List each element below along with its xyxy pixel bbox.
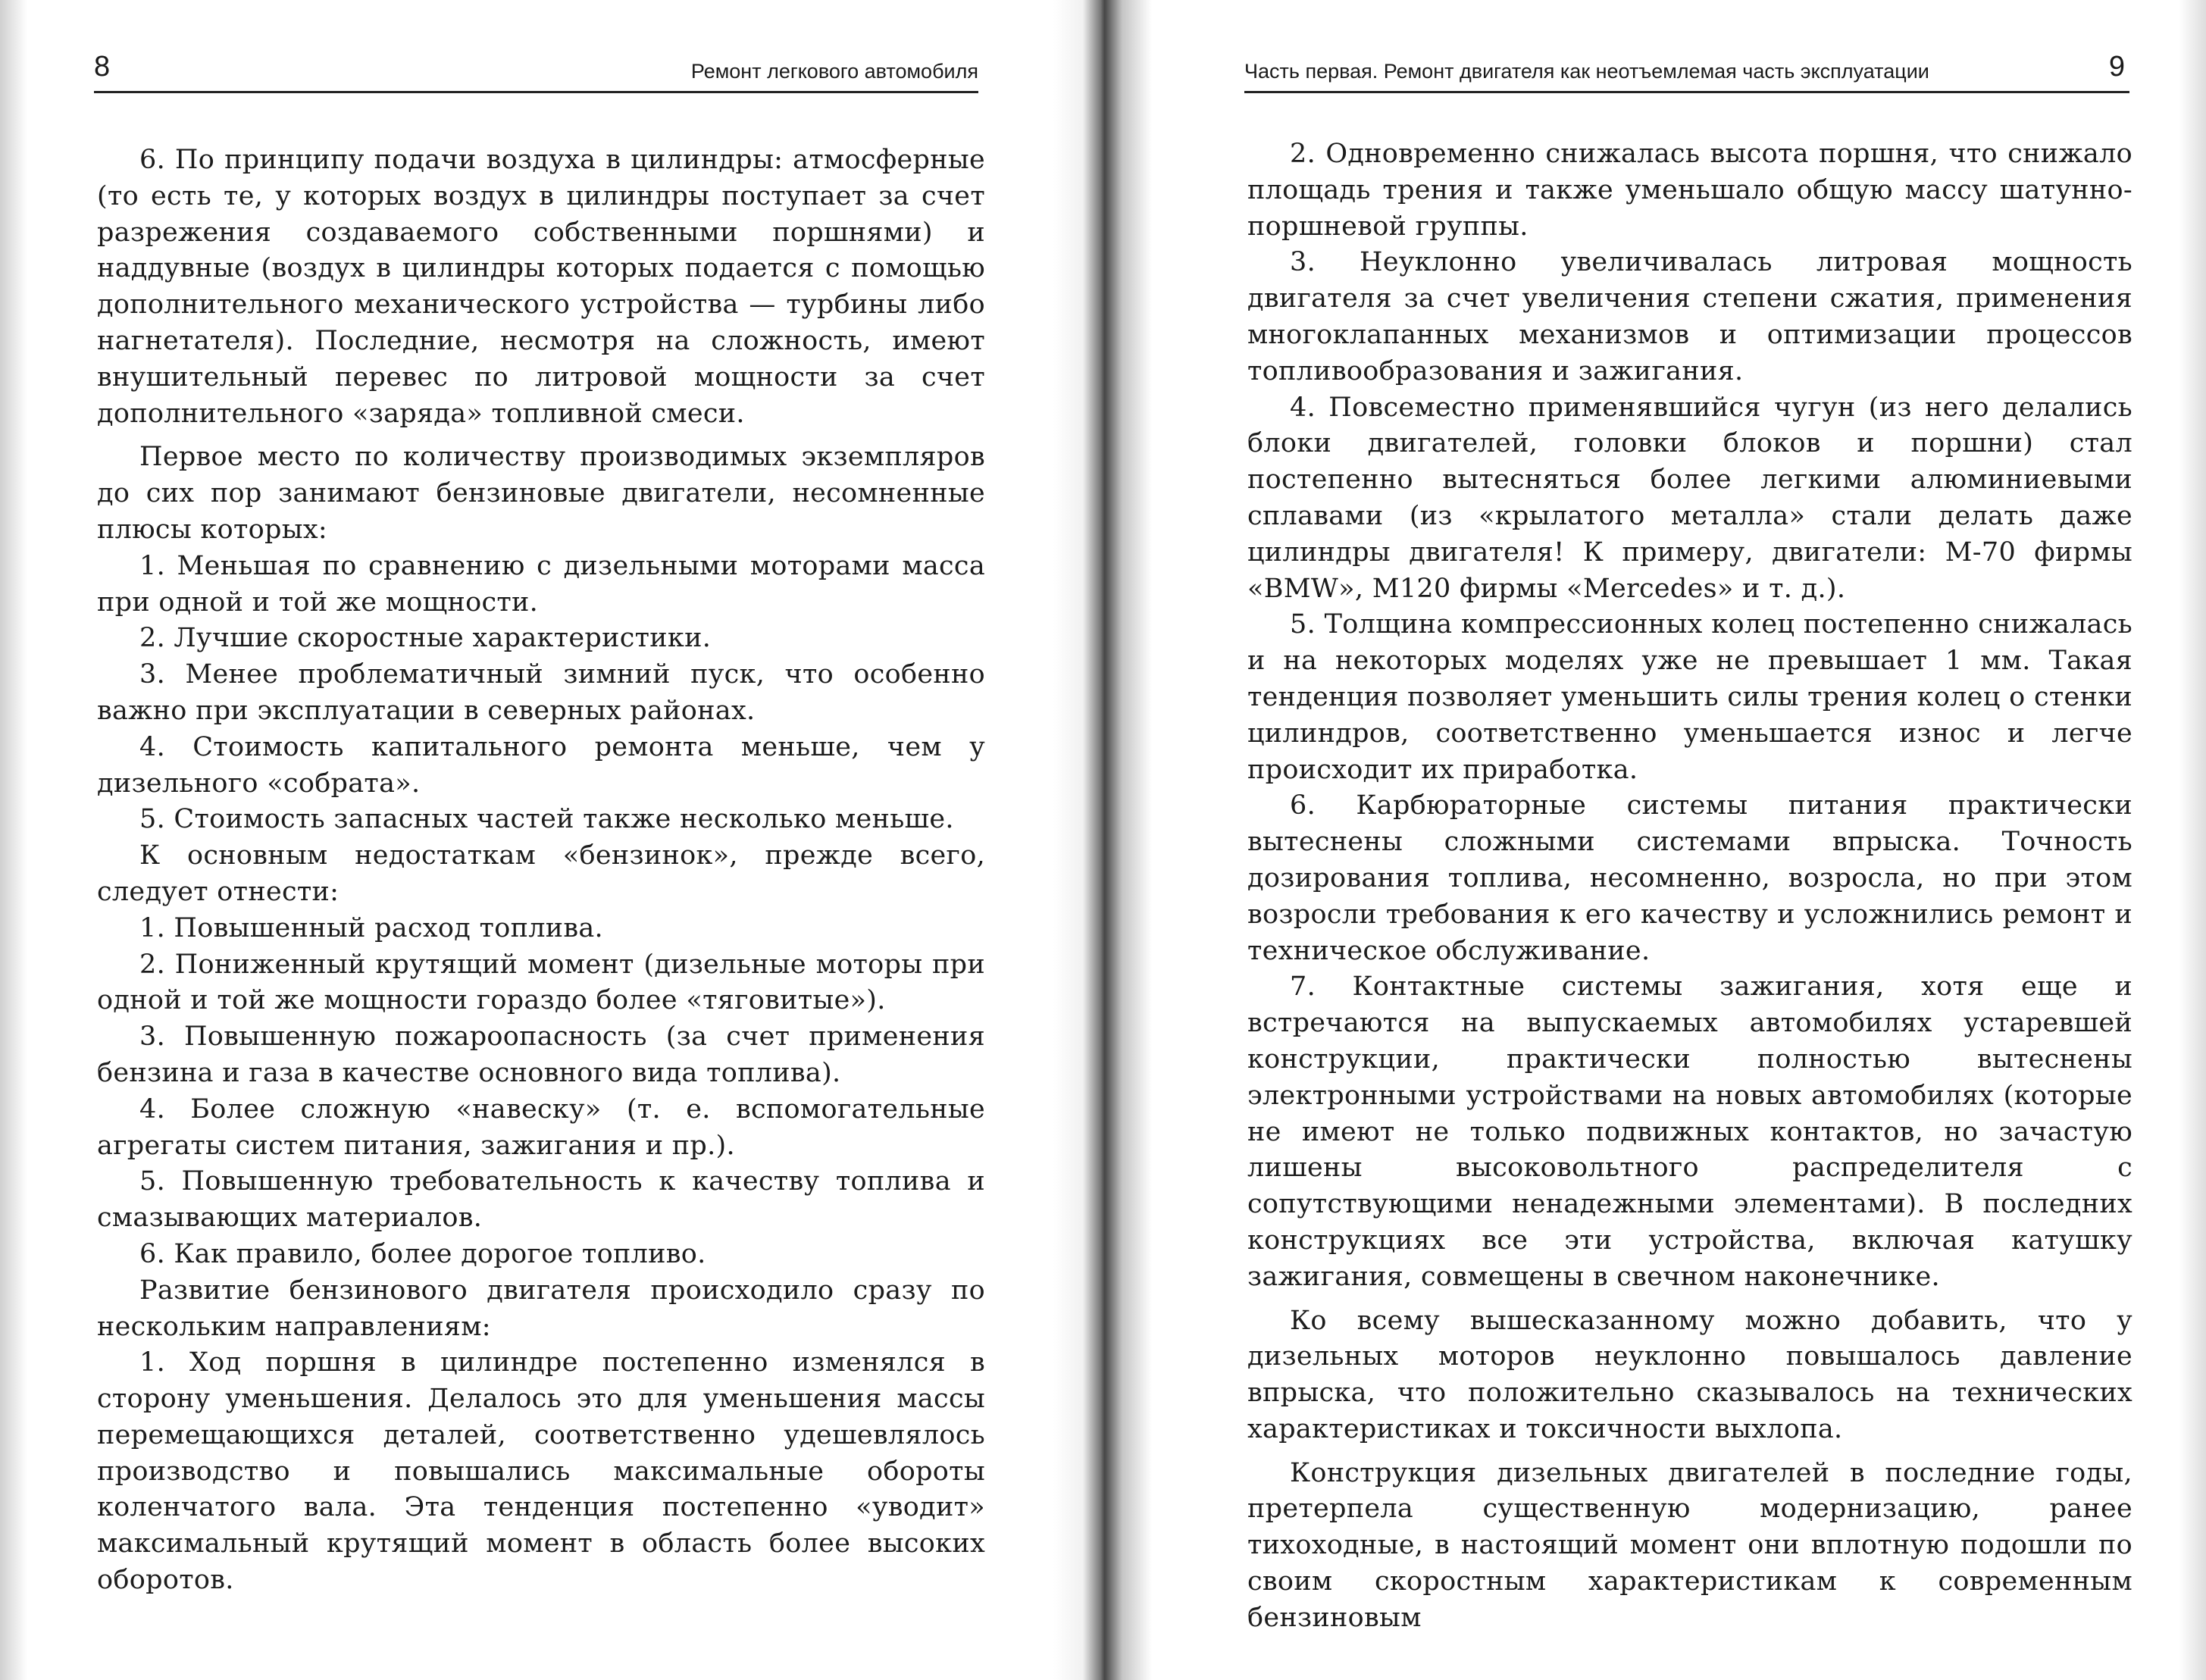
paragraph: 5. Повышенную требовательность к качеству топлива и смазывающих материалов. [97, 1166, 985, 1234]
left-page [0, 0, 1091, 1680]
running-title: Ремонт легкового автомобиля [690, 60, 978, 83]
right-page [1114, 0, 2206, 1680]
running-title: Часть первая. Ремонт двигателя как неотъемлемая часть эксплуатации [1244, 60, 1929, 83]
paragraph: 4. Повсеместно применявшийся чугун (из него делались блоки двигателей, головки блоков и поршни) стал постепенно вытесняться более легкими алюминиевыми сплавами (из «крылатого металла» стали делать даже цилиндры двигателя! К примеру, двигатели: М-70 фирмы «BMW», M120 фирмы «Mercedes» и т. д.). [1247, 392, 2132, 604]
paragraph: 2. Пониженный крутящий момент (дизельные моторы при одной и той же мощности гораздо более «тяговитые»). [97, 949, 985, 1016]
right-page-body [1247, 136, 2132, 1637]
paragraph: 4. Стоимость капитального ремонта меньше, чем у дизельного «собрата». [97, 731, 985, 799]
paragraph: 5. Толщина компрессионных колец постепенно снижалась и на некоторых моделях уже не превышает 1 мм. Такая тенденция позволяет уменьшить силы трения колец о стенки цилиндров, соответственно уменьшается износ и легче происходит их приработка. [1247, 609, 2132, 785]
right-edge-shadow [2179, 0, 2206, 1680]
paragraph: 2. Одновременно снижалась высота поршня, что снижало площадь трения и также уменьшало общую массу шатунно-поршневой группы. [1247, 139, 2132, 242]
left-edge-shadow [0, 0, 27, 1680]
page-number: 9 [2108, 51, 2125, 83]
paragraph: Развитие бензинового двигателя происходило сразу по нескольким направлениям: [97, 1275, 985, 1342]
paragraph: К основным недостаткам «бензинок», прежде всего, следует отнести: [97, 840, 985, 907]
paragraph: 1. Ход поршня в цилиндре постепенно изменялся в сторону уменьшения. Делалось это для уменьшения массы перемещающихся деталей, соответственно удешевлялось производство и повышались максимальные обороты коленчатого вала. Эта тенденция постепенно «уводит» максимальный крутящий момент в область более высоких оборотов. [97, 1347, 985, 1596]
paragraph: 2. Лучшие скоростные характеристики. [139, 623, 712, 654]
paragraph: 1. Повышенный расход топлива. [139, 912, 603, 943]
right-page-header [1244, 47, 2129, 93]
paragraph: 3. Неуклонно увеличивалась литровая мощность двигателя за счет увеличения степени сжатия, применения многоклапанных механизмов и оптимизации процессов топливообразования и зажигания. [1247, 247, 2132, 386]
book-spine-shadow [1053, 0, 1152, 1680]
paragraph: 5. Стоимость запасных частей также несколько меньше. [139, 804, 954, 835]
paragraph: 6. По принципу подачи воздуха в цилиндры: атмосферные (то есть те, у которых воздух в цилиндры поступает за счет разрежения создаваемого собственными поршнями) и наддувные (воздух в цилиндры которых подается с помощью дополнительного механического устройства — турбины либо нагнетателя). Последние, несмотря на сложность, имеют внушительный перевес по литровой мощности за счет дополнительного «заряда» топливной смеси. [97, 145, 985, 429]
left-page-body [97, 142, 985, 1599]
paragraph: 6. Как правило, более дорогое топливо. [139, 1238, 706, 1269]
paragraph: 7. Контактные системы зажигания, хотя еще и встречаются на выпускаемых автомобилях устаревшей конструкции, практически полностью вытеснены электронными устройствами на новых автомобилях (которые не имеют не только подвижных контактов, но зачастую лишены высоковольтного распределителя с сопутствующими ненадежными элементами). В последних конструкциях все эти устройства, включая катушку зажигания, совмещены в свечном наконечнике. [1247, 971, 2132, 1292]
paragraph: Первое место по количеству производимых экземпляров до сих пор занимают бензиновые двигатели, несомненные плюсы которых: [97, 442, 985, 545]
paragraph: 3. Менее проблематичный зимний пуск, что особенно важно при эксплуатации в северных районах. [97, 659, 985, 726]
paragraph: 6. Карбюраторные системы питания практически вытеснены сложными системами впрыска. Точность дозирования топлива, несомненно, возросла, но при этом возросли требования к его качеству и усложнились ремонт и техническое обслуживание. [1247, 790, 2132, 966]
paragraph: Конструкция дизельных двигателей в последние годы, претерпела существенную модернизацию, ранее тихоходные, в настоящий момент они вплотную подошли по своим скоростным характеристикам к современным бензиновым [1247, 1457, 2132, 1633]
left-page-header [94, 47, 978, 93]
page-number: 8 [94, 51, 111, 83]
paragraph: 1. Меньшая по сравнению с дизельными моторами масса при одной и той же мощности. [97, 550, 985, 618]
paragraph: Ко всему вышесказанному можно добавить, что у дизельных моторов неуклонно повышалось давление впрыска, что положительно сказывалось на технических характеристиках и токсичности выхлопа. [1247, 1305, 2132, 1444]
paragraph: 4. Более сложную «навеску» (т. е. вспомогательные агрегаты систем питания, зажигания и пр.). [97, 1093, 985, 1161]
paragraph: 3. Повышенную пожароопасность (за счет применения бензина и газа в качестве основного вида топлива). [97, 1021, 985, 1088]
